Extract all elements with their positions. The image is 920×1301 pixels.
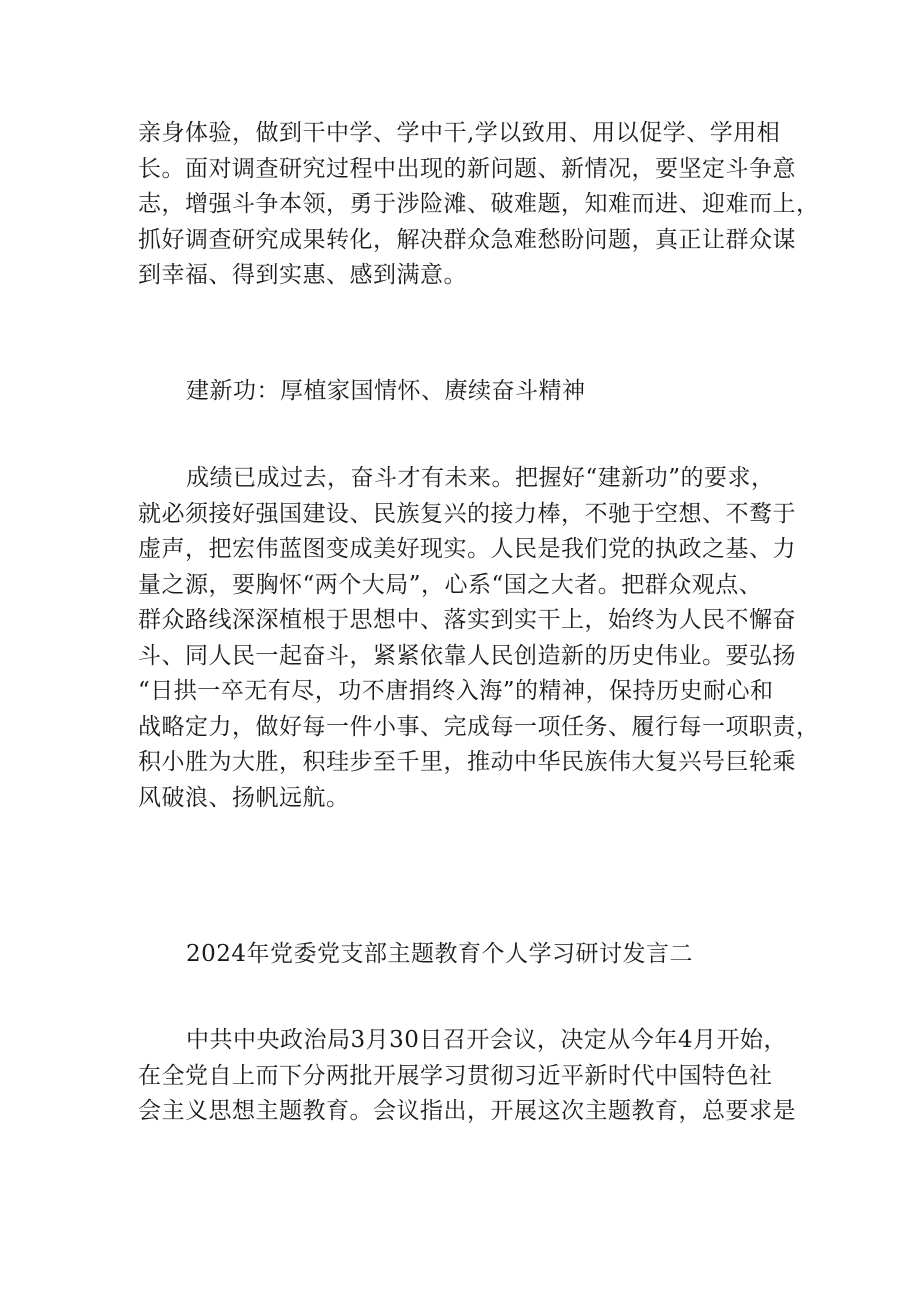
section-heading-2 <box>138 937 798 973</box>
heading-text: 建新功：厚植家国情怀、赓续奋斗精神 <box>186 378 586 404</box>
section-heading-1 <box>138 374 798 410</box>
paragraph-line: 抓好调查研究成果转化，解决群众急难愁盼问题，真正让群众谋 <box>138 226 796 253</box>
paragraph-line: 战略定力，做好每一件小事、完成每一项任务、履行每一项职责， <box>138 713 820 740</box>
paragraph-line: 到幸福、得到实惠、感到满意。 <box>138 262 467 288</box>
paragraph-2 <box>138 461 820 816</box>
paragraph-1 <box>138 116 820 294</box>
paragraph-line: 志，增强斗争本领，勇于涉险滩、破难题，知难而进、迎难而上， <box>138 191 820 217</box>
paragraph-line: 中共中央政治局3月30日召开会议，决定从今年4月开始， <box>186 1027 788 1053</box>
paragraph-line: 虚声，把宏伟蓝图变成美好现实。人民是我们党的执政之基、力 <box>138 536 796 562</box>
heading-text: 2024年党委党支部主题教育个人学习研讨发言二 <box>186 941 694 967</box>
paragraph-line: 量之源，要胸怀“两个大局”，心系“国之大者。把群众观点、 <box>138 571 763 598</box>
paragraph-line: 长。面对调查研究过程中出现的新问题、新情况，要坚定斗争意 <box>138 155 796 182</box>
paragraph-line: 风破浪、扬帆远航。 <box>138 784 350 811</box>
paragraph-line: 会主义思想主题教育。会议指出，开展这次主题教育，总要求是 <box>138 1098 796 1124</box>
paragraph-line: 斗、同人民一起奋斗，紧紧依靠人民创造新的历史伟业。要弘扬 <box>138 642 796 669</box>
paragraph-line: 群众路线深深植根于思想中、落实到实干上，始终为人民不懈奋 <box>138 607 796 633</box>
paragraph-3 <box>138 1023 798 1130</box>
paragraph-line: 积小胜为大胜，积珪步至千里，推动中华民族伟大复兴号巨轮乘 <box>138 749 796 775</box>
paragraph-line: 成绩已成过去，奋斗才有未来。把握好“建新功”的要求， <box>186 465 775 491</box>
paragraph-line: 就必须接好强国建设、民族复兴的接力棒，不驰于空想、不鹜于 <box>138 500 796 527</box>
paragraph-line: 亲身体验，做到干中学、学中干,学以致用、用以促学、学用相 <box>138 120 781 146</box>
paragraph-line: “日拱一卒无有尽，功不唐捐终入海”的精神，保持历史耐心和 <box>138 678 774 704</box>
paragraph-line: 在全党自上而下分两批开展学习贯彻习近平新时代中国特色社 <box>138 1062 773 1089</box>
